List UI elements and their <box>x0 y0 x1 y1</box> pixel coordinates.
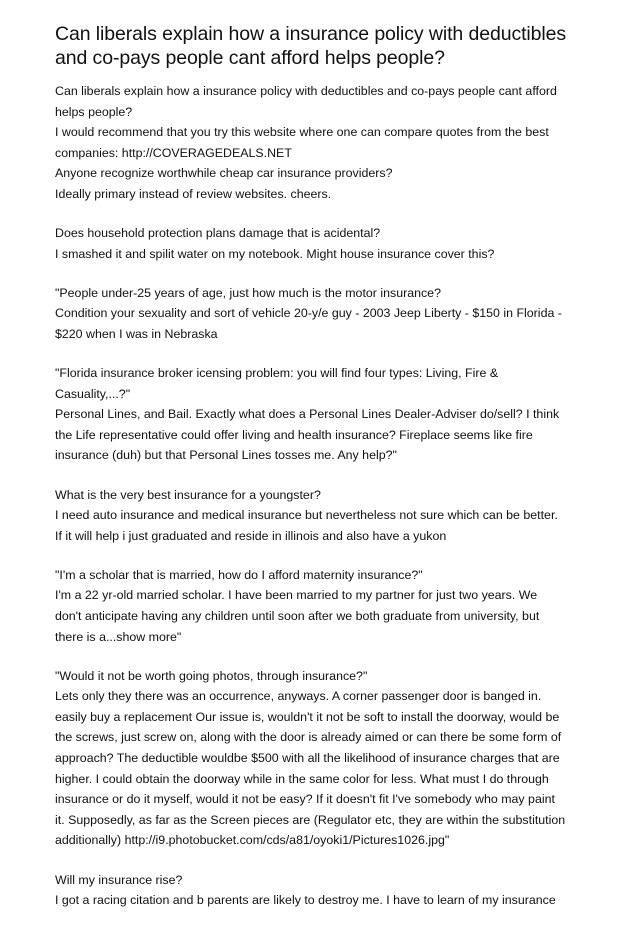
document-page <box>55 22 590 929</box>
text-line: Casuality,...?" <box>55 386 131 401</box>
text-line: "I'm a scholar that is married, how do I afford maternity insurance?" <box>55 567 423 582</box>
text-line: don't anticipate having any children until soon after we both graduate from university, but <box>55 608 540 623</box>
text-line: Can liberals explain how a insurance policy with deductibles and co-pays people cant afford <box>55 84 557 98</box>
text-line: "Florida insurance broker icensing problem: you will find four types: Living, Fire & <box>55 366 499 381</box>
text-line: If it will help i just graduated and reside in illinois and also have a yukon <box>55 528 447 543</box>
text-line: the Life representative could offer living and health insurance? Fireplace seems like fire <box>55 427 533 442</box>
document-title <box>55 22 590 70</box>
title-line: and co-pays people cant afford helps people? <box>55 47 445 69</box>
text-line: Will my insurance rise? <box>55 872 183 887</box>
text-line: "People under-25 years of age, just how much is the motor insurance? <box>55 285 441 300</box>
text-line: $220 when I was in Nebraska <box>55 326 218 341</box>
qa-paragraph <box>55 666 590 851</box>
text-line: insurance (duh) but that Personal Lines tosses me. Any help?" <box>55 448 397 463</box>
text-line: What is the very best insurance for a youngster? <box>55 487 321 502</box>
text-line: it. Supposedly, as far as the Screen pieces are (Regulator etc, they are within the substitution <box>55 812 566 827</box>
qa-paragraph <box>55 363 590 466</box>
text-line: additionally) http://i9.photobucket.com/cds/a81/oyoki1/Pictures1026.jpg" <box>55 833 450 848</box>
text-line: I need auto insurance and medical insurance but nevertheless not sure which can be better. <box>55 508 558 523</box>
text-line: helps people? <box>55 104 133 119</box>
text-line: higher. I could obtain the doorway while in the same color for less. What must I do through <box>55 771 549 786</box>
text-line: insurance or do it myself, would it not be easy? If it doesn't fit I've somebody who may paint <box>55 792 555 807</box>
qa-paragraph <box>55 81 590 205</box>
text-line: Anyone recognize worthwhile cheap car insurance providers? <box>55 166 393 181</box>
text-line: companies: http://COVERAGEDEALS.NET <box>55 145 292 160</box>
text-line: there is a...show more" <box>55 629 182 644</box>
text-line: I got a racing citation and b parents are likely to destroy me. I have to learn of my insurance <box>55 893 556 908</box>
text-line: I'm a 22 yr-old married scholar. I have been married to my partner for just two years. We <box>55 588 538 603</box>
text-line: Personal Lines, and Bail. Exactly what does a Personal Lines Dealer-Adviser do/sell? I think <box>55 407 560 422</box>
qa-paragraph <box>55 223 590 264</box>
text-line: approach? The deductible wouldbe $500 with all the likelihood of insurance charges that are <box>55 751 560 766</box>
qa-paragraph <box>55 870 590 911</box>
text-line: easily buy a replacement Our issue is, wouldn't it not be soft to install the doorway, would be <box>55 709 560 724</box>
text-line: the screws, just screw on, along with the door is already aimed or can there be some form of <box>55 730 562 745</box>
text-line: Does household protection plans damage that is acidental? <box>55 226 381 241</box>
qa-paragraph <box>55 485 590 547</box>
title-line: Can liberals explain how a insurance policy with deductibles <box>55 23 567 45</box>
document-body <box>55 81 590 911</box>
qa-paragraph <box>55 283 590 345</box>
text-line: Lets only they there was an occurrence, anyways. A corner passenger door is banged in. <box>55 689 542 704</box>
text-line: I smashed it and spilit water on my notebook. Might house insurance cover this? <box>55 246 495 261</box>
text-line: "Would it not be worth going photos, through insurance?" <box>55 668 368 683</box>
text-line: Ideally primary instead of review websites. cheers. <box>55 186 332 201</box>
text-line: Condition your sexuality and sort of vehicle 20-y/e guy - 2003 Jeep Liberty - $150 in Florida - <box>55 306 562 321</box>
text-line: I would recommend that you try this website where one can compare quotes from the best <box>55 125 549 140</box>
qa-paragraph <box>55 565 590 647</box>
